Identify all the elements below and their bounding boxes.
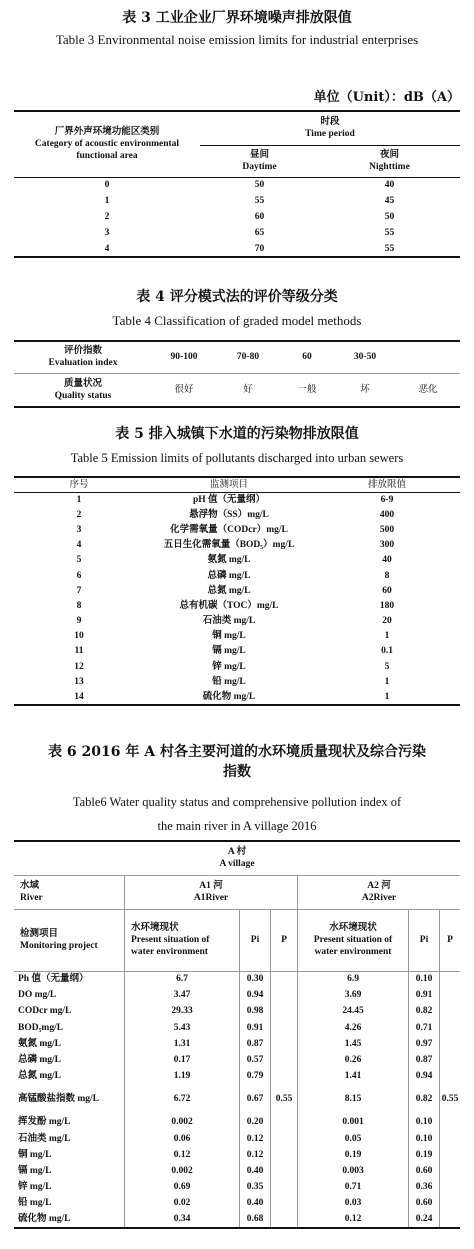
table5-cell: 1 bbox=[76, 494, 82, 505]
table6-item: 硫化物 mg/L bbox=[14, 1211, 125, 1227]
table5-cell: 400 bbox=[379, 509, 395, 520]
table6-cell: 24.45 bbox=[298, 1003, 409, 1019]
table3-cell: 50 bbox=[384, 212, 395, 222]
table6-cell: 0.94 bbox=[409, 1068, 440, 1084]
table3-row bbox=[14, 225, 460, 241]
table4-caption-en: Table 4 Classification of graded model methods bbox=[112, 313, 362, 328]
table3-row bbox=[14, 241, 460, 257]
table6-item: 氨氮 mg/L bbox=[14, 1036, 125, 1052]
table3-cell: 0 bbox=[104, 180, 110, 191]
table3-cell: 40 bbox=[384, 180, 395, 191]
table5-cell: 铅 mg/L bbox=[212, 676, 246, 687]
table6-a2-present-header: 水环境现状 Present situation of water environment bbox=[298, 909, 409, 971]
table6-row bbox=[14, 1163, 460, 1179]
table3-caption-cn: 表 3 工业企业厂界环境噪声排放限值 bbox=[122, 10, 352, 26]
table6-caption-cn: 表 6 2016 年 A 村各主要河道的水环境质量现状及综合污染 指数 bbox=[48, 744, 426, 780]
table6-row bbox=[14, 1084, 460, 1114]
table6-a2-header: A2 河 A2River bbox=[361, 881, 397, 903]
table6-cell: 0.002 bbox=[125, 1163, 240, 1179]
table6-cell: 0.05 bbox=[298, 1131, 409, 1147]
table4-cell: 90-100 bbox=[170, 352, 198, 363]
table6-item: 铅 mg/L bbox=[14, 1195, 125, 1211]
table6-row bbox=[14, 1068, 460, 1084]
table3-row bbox=[14, 177, 460, 193]
table6-row bbox=[14, 1052, 460, 1068]
table5-cell: 60 bbox=[382, 585, 392, 596]
table6-item: DO mg/L bbox=[14, 987, 125, 1003]
table5 bbox=[14, 476, 460, 706]
table3-cell: 1 bbox=[104, 196, 110, 206]
table5-cell: 8 bbox=[76, 600, 82, 611]
table4-cell: 一般 bbox=[297, 384, 317, 395]
table6-cell: 0.67 bbox=[240, 1084, 271, 1114]
table3-cell: 2 bbox=[104, 212, 110, 222]
table6-a1-p-value: 0.55 bbox=[271, 971, 298, 1228]
table5-cell: 300 bbox=[379, 540, 395, 551]
table5-cell: 总有机碳（TOC）mg/L bbox=[179, 600, 279, 611]
table5-row bbox=[14, 614, 460, 629]
table5-cell: 6 bbox=[76, 570, 82, 581]
table6-cell: 4.26 bbox=[298, 1020, 409, 1036]
table5-header-item: 监测项目 bbox=[209, 479, 248, 490]
table4-index-label: 评价指数 Evaluation index bbox=[48, 346, 118, 369]
table6-cell: 0.12 bbox=[240, 1131, 271, 1147]
table5-row bbox=[14, 492, 460, 507]
table5-cell: 7 bbox=[76, 585, 82, 596]
table6-cell: 0.82 bbox=[409, 1003, 440, 1019]
table6-row bbox=[14, 1147, 460, 1163]
table5-cell: 悬浮物（SS）mg/L bbox=[189, 509, 269, 520]
table6-cell: 0.17 bbox=[125, 1052, 240, 1068]
table6-row bbox=[14, 1131, 460, 1147]
table3-row bbox=[14, 193, 460, 209]
table4-cell: 很好 bbox=[174, 384, 194, 395]
table5-row bbox=[14, 538, 460, 553]
table6-cell: 3.69 bbox=[298, 987, 409, 1003]
table6-cell: 0.02 bbox=[125, 1195, 240, 1211]
table5-row bbox=[14, 674, 460, 689]
table3-cell: 55 bbox=[384, 243, 395, 254]
table6-cell: 0.10 bbox=[409, 1114, 440, 1130]
table5-cell: 8 bbox=[384, 570, 390, 581]
table6-row bbox=[14, 1179, 460, 1195]
table3 bbox=[14, 110, 460, 258]
table6-village-header: A 村 A village bbox=[219, 847, 255, 870]
table6-a1-p-header: P bbox=[271, 909, 298, 971]
table4-cell: 恶化 bbox=[418, 384, 438, 395]
table4-cell: 好 bbox=[243, 384, 253, 395]
table5-cell: 6-9 bbox=[380, 494, 394, 505]
table6-project-header: 检测项目 Monitoring project bbox=[14, 909, 125, 971]
table5-cell: 4 bbox=[76, 540, 82, 551]
table5-cell: 化学需氧量（CODcr）mg/L bbox=[170, 524, 288, 535]
table6-a2-p-header: P bbox=[447, 935, 453, 945]
table6-cell: 0.30 bbox=[240, 971, 271, 987]
table6-cell: 0.36 bbox=[409, 1179, 440, 1195]
table3-cell: 3 bbox=[104, 228, 110, 238]
table5-cell: 12 bbox=[74, 661, 84, 672]
table6-a2-pi-header: Pi bbox=[409, 909, 440, 971]
table6-cell: 6.72 bbox=[125, 1084, 240, 1114]
table3-cell: 45 bbox=[384, 196, 395, 206]
table5-header-limit: 排放限值 bbox=[367, 479, 406, 490]
table6-cell: 0.69 bbox=[125, 1179, 240, 1195]
table5-cell: 0.1 bbox=[381, 646, 393, 657]
table6-a1-pi-header: Pi bbox=[240, 909, 271, 971]
table3-cell: 70 bbox=[254, 243, 265, 254]
table6-row bbox=[14, 971, 460, 987]
table6-cell: 0.71 bbox=[298, 1179, 409, 1195]
table6-cell: 29.33 bbox=[125, 1003, 240, 1019]
table6-cell: 0.82 bbox=[409, 1084, 440, 1114]
table6-cell: 0.91 bbox=[240, 1020, 271, 1036]
table6-cell: 0.97 bbox=[409, 1036, 440, 1052]
table6-cell: 0.19 bbox=[409, 1147, 440, 1163]
table6-cell: 3.47 bbox=[125, 987, 240, 1003]
table5-cell: 1 bbox=[384, 676, 390, 687]
table6-caption-en: Table6 Water quality status and comprehensive pollution index of the main river in A village 2016 bbox=[72, 795, 402, 833]
table5-caption-en: Table 5 Emission limits of pollutants discharged into urban sewers bbox=[70, 451, 404, 465]
table5-cell: 1 bbox=[384, 631, 390, 642]
table6-cell: 0.68 bbox=[240, 1211, 271, 1227]
table6-row bbox=[14, 1114, 460, 1130]
table5-row bbox=[14, 553, 460, 568]
table6-cell: 0.003 bbox=[298, 1163, 409, 1179]
table5-cell: 锌 mg/L bbox=[212, 661, 246, 672]
table5-cell: 1 bbox=[384, 691, 390, 702]
table6-cell: 8.15 bbox=[298, 1084, 409, 1114]
table6-item: BOD₅mg/L bbox=[14, 1020, 125, 1036]
table6-cell: 0.40 bbox=[240, 1163, 271, 1179]
table6-cell: 0.94 bbox=[240, 987, 271, 1003]
table6-cell: 6.7 bbox=[125, 971, 240, 987]
table6-cell: 6.9 bbox=[298, 971, 409, 987]
table6-row bbox=[14, 987, 460, 1003]
table4-cell: 70-80 bbox=[236, 352, 260, 363]
table5-cell: 镉 mg/L bbox=[212, 646, 246, 657]
table5-cell: 5 bbox=[76, 555, 82, 566]
table5-cell: 氨氮 mg/L bbox=[207, 555, 251, 566]
table5-cell: 20 bbox=[382, 616, 392, 627]
table6-cell: 0.24 bbox=[409, 1211, 440, 1227]
table5-caption-cn: 表 5 排入城镇下水道的污染物排放限值 bbox=[115, 426, 359, 442]
table5-row bbox=[14, 507, 460, 522]
table3-cell: 65 bbox=[254, 228, 265, 238]
table3-row bbox=[14, 209, 460, 225]
table6-item: 高锰酸盐指数 mg/L bbox=[14, 1084, 125, 1114]
table6-row bbox=[14, 1211, 460, 1227]
table6-cell: 0.001 bbox=[298, 1114, 409, 1130]
table6-cell: 1.45 bbox=[298, 1036, 409, 1052]
table6-item: CODcr mg/L bbox=[14, 1003, 125, 1019]
table5-cell: 石油类 mg/L bbox=[202, 616, 256, 627]
table5-cell: 总氮 mg/L bbox=[207, 585, 251, 596]
table3-caption-en: Table 3 Environmental noise emission limits for industrial enterprises bbox=[55, 32, 419, 47]
table6-cell: 0.60 bbox=[409, 1163, 440, 1179]
table6-cell: 0.57 bbox=[240, 1052, 271, 1068]
table6-cell: 0.002 bbox=[125, 1114, 240, 1130]
table5-cell: 硫化物 mg/L bbox=[202, 691, 256, 702]
table4-cell: 60 bbox=[302, 352, 312, 363]
table6-cell: 0.03 bbox=[298, 1195, 409, 1211]
table6-cell: 0.98 bbox=[240, 1003, 271, 1019]
table6-item: 锌 mg/L bbox=[14, 1179, 125, 1195]
table6-cell: 0.60 bbox=[409, 1195, 440, 1211]
table6-item: 总氮 mg/L bbox=[14, 1068, 125, 1084]
table5-row bbox=[14, 583, 460, 598]
table5-cell: 总磷 mg/L bbox=[207, 570, 251, 581]
table6-item: 挥发酚 mg/L bbox=[14, 1114, 125, 1130]
table6-river-header: 水域 River bbox=[14, 875, 125, 909]
table6-cell: 0.35 bbox=[240, 1179, 271, 1195]
table6-a1-header: A1 河 A1River bbox=[125, 875, 298, 909]
table6-cell: 0.71 bbox=[409, 1020, 440, 1036]
table4-cell: 30-50 bbox=[353, 352, 377, 363]
table3-unit: 单位（Unit）：dB（A） bbox=[313, 90, 460, 105]
table5-row bbox=[14, 629, 460, 644]
table5-cell: 11 bbox=[74, 646, 84, 657]
table4-caption-cn: 表 4 评分模式法的评价等级分类 bbox=[136, 289, 338, 305]
table3-day-header: 昼间 Daytime bbox=[200, 145, 319, 177]
table6-item: 镉 mg/L bbox=[14, 1163, 125, 1179]
table4 bbox=[14, 340, 460, 408]
table6-cell: 0.20 bbox=[240, 1114, 271, 1130]
table6-item: 石油类 mg/L bbox=[14, 1131, 125, 1147]
table6-cell: 0.19 bbox=[298, 1147, 409, 1163]
table6-cell: 0.40 bbox=[240, 1195, 271, 1211]
table5-row bbox=[14, 598, 460, 613]
table3-cell: 60 bbox=[254, 212, 265, 222]
table6-cell: 0.12 bbox=[240, 1147, 271, 1163]
table6 bbox=[14, 840, 460, 1229]
table5-row bbox=[14, 522, 460, 537]
table6-row bbox=[14, 1020, 460, 1036]
table5-cell: 40 bbox=[382, 555, 392, 566]
table5-cell: 13 bbox=[74, 676, 84, 687]
table5-cell: 10 bbox=[74, 631, 84, 642]
table6-cell: 0.87 bbox=[409, 1052, 440, 1068]
table6-cell: 5.43 bbox=[125, 1020, 240, 1036]
table5-cell: 180 bbox=[379, 600, 395, 611]
table5-cell: 5 bbox=[384, 661, 390, 672]
table5-row bbox=[14, 689, 460, 704]
table3-time-header: 时段 Time period bbox=[200, 111, 460, 145]
table5-cell: 14 bbox=[74, 691, 84, 702]
table6-cell: 0.91 bbox=[409, 987, 440, 1003]
table5-row bbox=[14, 644, 460, 659]
table3-cell: 4 bbox=[104, 243, 110, 254]
table6-cell: 0.87 bbox=[240, 1036, 271, 1052]
table6-cell: 1.41 bbox=[298, 1068, 409, 1084]
table6-row bbox=[14, 1036, 460, 1052]
table6-item: 总磷 mg/L bbox=[14, 1052, 125, 1068]
table3-cell: 55 bbox=[384, 228, 395, 238]
table6-cell: 0.26 bbox=[298, 1052, 409, 1068]
table3-night-header: 夜间 Nighttime bbox=[319, 145, 460, 177]
table6-cell: 0.34 bbox=[125, 1211, 240, 1227]
table3-cell: 50 bbox=[254, 180, 265, 191]
table6-cell: 0.06 bbox=[125, 1131, 240, 1147]
table3-category-header: 厂界外声环境功能区类别 Category of acoustic environmental functional area bbox=[14, 111, 200, 177]
table6-cell: 0.10 bbox=[409, 971, 440, 987]
table6-item: Ph 值（无量纲） bbox=[14, 971, 125, 987]
table5-row bbox=[14, 568, 460, 583]
table6-a2-p-value: 0.55 bbox=[441, 1094, 459, 1105]
table6-cell: 1.31 bbox=[125, 1036, 240, 1052]
table6-cell: 1.19 bbox=[125, 1068, 240, 1084]
table6-cell: 0.79 bbox=[240, 1068, 271, 1084]
table3-cell: 55 bbox=[254, 196, 265, 206]
table4-cell: 坏 bbox=[360, 384, 370, 395]
table5-header-no: 序号 bbox=[69, 479, 89, 490]
table6-a1-present-header: 水环境现状 Present situation of water environment bbox=[125, 909, 240, 971]
table5-cell: pH 值（无量纲） bbox=[192, 494, 266, 505]
table4-cell bbox=[396, 341, 460, 373]
table6-cell: 0.12 bbox=[298, 1211, 409, 1227]
table5-cell: 2 bbox=[76, 509, 82, 520]
table6-row bbox=[14, 1195, 460, 1211]
table6-cell: 0.10 bbox=[409, 1131, 440, 1147]
table5-cell: 500 bbox=[379, 524, 395, 535]
table5-cell: 五日生化需氧量（BOD₅）mg/L bbox=[163, 540, 295, 551]
table5-cell: 3 bbox=[76, 524, 82, 535]
table6-row bbox=[14, 1003, 460, 1019]
table5-cell: 9 bbox=[76, 616, 82, 627]
table6-cell: 0.12 bbox=[125, 1147, 240, 1163]
table6-item: 铜 mg/L bbox=[14, 1147, 125, 1163]
table4-quality-label: 质量状况 Quality status bbox=[54, 378, 112, 401]
table5-cell: 铜 mg/L bbox=[212, 631, 246, 642]
table5-row bbox=[14, 659, 460, 674]
